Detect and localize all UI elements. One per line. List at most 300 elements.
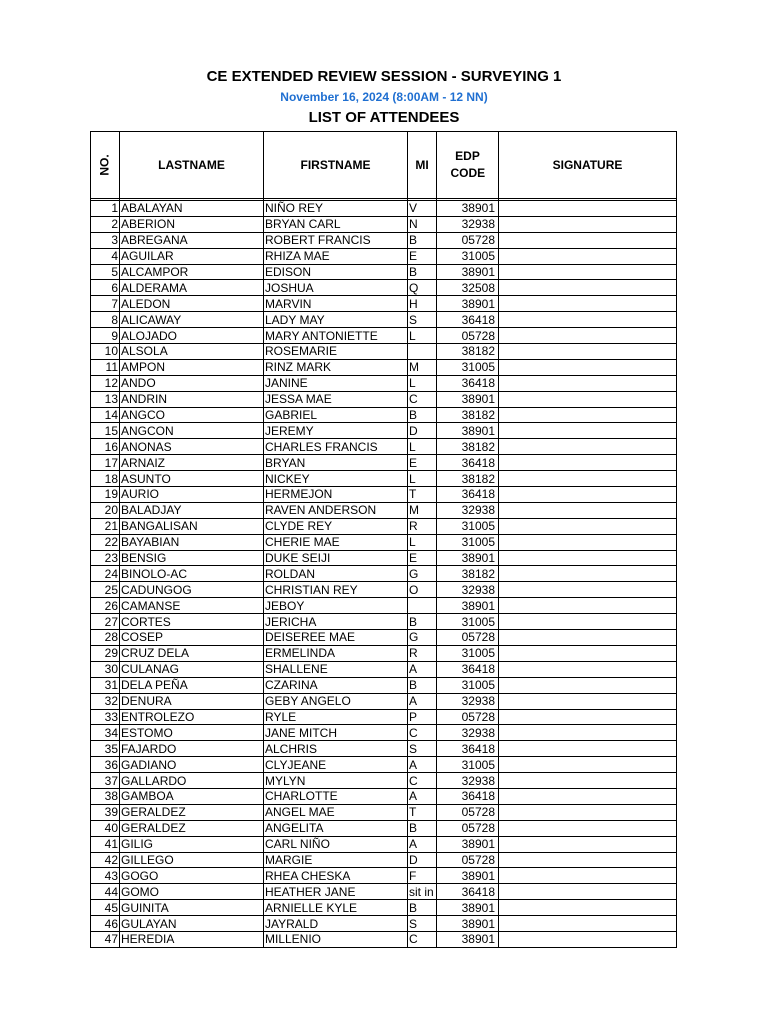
firstname-cell: NIÑO REY	[264, 201, 408, 217]
edp-code-cell: 38901	[437, 201, 499, 217]
row-number-cell: 12	[91, 375, 120, 391]
mi-cell: B	[408, 232, 437, 248]
edp-code-cell: 31005	[437, 614, 499, 630]
table-row	[91, 884, 677, 900]
firstname-cell: JOSHUA	[264, 280, 408, 296]
row-number-cell: 47	[91, 931, 120, 947]
table-row	[91, 518, 677, 534]
row-number-cell: 4	[91, 248, 120, 264]
signature-cell	[499, 820, 677, 836]
row-number-cell: 18	[91, 471, 120, 487]
table-row	[91, 550, 677, 566]
table-header	[91, 132, 677, 199]
row-number-cell: 13	[91, 391, 120, 407]
firstname-cell: ALCHRIS	[264, 741, 408, 757]
mi-cell: A	[408, 661, 437, 677]
mi-cell: D	[408, 852, 437, 868]
lastname-cell: DELA PEÑA	[120, 677, 264, 693]
mi-cell: L	[408, 328, 437, 344]
lastname-cell: ALSOLA	[120, 344, 264, 360]
signature-cell	[499, 677, 677, 693]
table-row	[91, 328, 677, 344]
column-header-signature: SIGNATURE	[499, 132, 677, 199]
row-number-cell: 8	[91, 312, 120, 328]
lastname-cell: GULAYAN	[120, 916, 264, 932]
edp-code-cell: 38901	[437, 296, 499, 312]
lastname-cell: AGUILAR	[120, 248, 264, 264]
firstname-cell: JESSA MAE	[264, 391, 408, 407]
table-row	[91, 359, 677, 375]
edp-code-cell: 31005	[437, 359, 499, 375]
signature-cell	[499, 518, 677, 534]
firstname-cell: MARGIE	[264, 852, 408, 868]
signature-cell	[499, 487, 677, 503]
edp-code-cell: 05728	[437, 804, 499, 820]
edp-code-cell: 38182	[437, 471, 499, 487]
table-row	[91, 677, 677, 693]
signature-cell	[499, 455, 677, 471]
signature-cell	[499, 693, 677, 709]
edp-code-cell: 31005	[437, 677, 499, 693]
mi-cell: C	[408, 725, 437, 741]
signature-cell	[499, 502, 677, 518]
lastname-cell: ALCAMPOR	[120, 264, 264, 280]
edp-code-cell: 38182	[437, 566, 499, 582]
lastname-cell: ANONAS	[120, 439, 264, 455]
signature-cell	[499, 216, 677, 232]
mi-cell: Q	[408, 280, 437, 296]
lastname-cell: ALOJADO	[120, 328, 264, 344]
mi-cell: M	[408, 359, 437, 375]
lastname-cell: BANGALISAN	[120, 518, 264, 534]
lastname-cell: ENTROLEZO	[120, 709, 264, 725]
mi-cell: L	[408, 439, 437, 455]
firstname-cell: DEISEREE MAE	[264, 630, 408, 646]
mi-cell	[408, 344, 437, 360]
row-number-cell: 39	[91, 804, 120, 820]
firstname-cell: HERMEJON	[264, 487, 408, 503]
lastname-cell: COSEP	[120, 630, 264, 646]
firstname-cell: ROBERT FRANCIS	[264, 232, 408, 248]
lastname-cell: BAYABIAN	[120, 534, 264, 550]
table-row	[91, 709, 677, 725]
edp-code-cell: 38182	[437, 344, 499, 360]
signature-cell	[499, 709, 677, 725]
lastname-cell: GADIANO	[120, 757, 264, 773]
firstname-cell: DUKE SEIJI	[264, 550, 408, 566]
firstname-cell: MARY ANTONIETTE	[264, 328, 408, 344]
column-header-mi: MI	[408, 132, 437, 199]
signature-cell	[499, 359, 677, 375]
mi-cell: P	[408, 709, 437, 725]
firstname-cell: RYLE	[264, 709, 408, 725]
table-row	[91, 598, 677, 614]
signature-cell	[499, 407, 677, 423]
edp-code-cell: 36418	[437, 455, 499, 471]
firstname-cell: ANGEL MAE	[264, 804, 408, 820]
signature-cell	[499, 423, 677, 439]
firstname-cell: ROSEMARIE	[264, 344, 408, 360]
firstname-cell: CZARINA	[264, 677, 408, 693]
mi-cell: O	[408, 582, 437, 598]
mi-cell: N	[408, 216, 437, 232]
table-body	[91, 199, 677, 948]
signature-cell	[499, 725, 677, 741]
mi-cell: C	[408, 931, 437, 947]
firstname-cell: GABRIEL	[264, 407, 408, 423]
lastname-cell: GERALDEZ	[120, 804, 264, 820]
lastname-cell: ASUNTO	[120, 471, 264, 487]
lastname-cell: AURIO	[120, 487, 264, 503]
lastname-cell: AMPON	[120, 359, 264, 375]
edp-code-cell: 36418	[437, 884, 499, 900]
edp-code-cell: 36418	[437, 788, 499, 804]
table-row	[91, 423, 677, 439]
signature-cell	[499, 264, 677, 280]
firstname-cell: RINZ MARK	[264, 359, 408, 375]
row-number-cell: 26	[91, 598, 120, 614]
mi-cell: S	[408, 312, 437, 328]
table-row	[91, 312, 677, 328]
table-row	[91, 741, 677, 757]
table-row	[91, 391, 677, 407]
edp-code-cell: 32938	[437, 216, 499, 232]
lastname-cell: ABALAYAN	[120, 201, 264, 217]
mi-cell: G	[408, 566, 437, 582]
table-row	[91, 280, 677, 296]
row-number-cell: 21	[91, 518, 120, 534]
edp-code-cell: 32938	[437, 773, 499, 789]
edp-code-cell: 36418	[437, 375, 499, 391]
firstname-cell: ARNIELLE KYLE	[264, 900, 408, 916]
edp-code-cell: 36418	[437, 312, 499, 328]
row-number-cell: 10	[91, 344, 120, 360]
signature-cell	[499, 391, 677, 407]
table-row	[91, 455, 677, 471]
lastname-cell: GOGO	[120, 868, 264, 884]
lastname-cell: GILIG	[120, 836, 264, 852]
lastname-cell: ANDRIN	[120, 391, 264, 407]
row-number-cell: 9	[91, 328, 120, 344]
signature-cell	[499, 645, 677, 661]
signature-cell	[499, 550, 677, 566]
mi-cell: sit in	[408, 884, 437, 900]
table-row	[91, 820, 677, 836]
edp-code-cell: 38182	[437, 407, 499, 423]
signature-cell	[499, 344, 677, 360]
table-row	[91, 232, 677, 248]
lastname-cell: GUINITA	[120, 900, 264, 916]
row-number-cell: 15	[91, 423, 120, 439]
firstname-cell: ANGELITA	[264, 820, 408, 836]
signature-cell	[499, 312, 677, 328]
lastname-cell: ALEDON	[120, 296, 264, 312]
lastname-cell: ALDERAMA	[120, 280, 264, 296]
firstname-cell: ERMELINDA	[264, 645, 408, 661]
lastname-cell: BALADJAY	[120, 502, 264, 518]
row-number-cell: 25	[91, 582, 120, 598]
row-number-cell: 27	[91, 614, 120, 630]
mi-cell: E	[408, 248, 437, 264]
lastname-cell: GILLEGO	[120, 852, 264, 868]
edp-code-cell: 36418	[437, 741, 499, 757]
lastname-cell: BINOLO-AC	[120, 566, 264, 582]
edp-code-cell: 38182	[437, 439, 499, 455]
firstname-cell: MYLYN	[264, 773, 408, 789]
signature-cell	[499, 248, 677, 264]
row-number-cell: 43	[91, 868, 120, 884]
table-row	[91, 900, 677, 916]
mi-cell: T	[408, 487, 437, 503]
row-number-cell: 42	[91, 852, 120, 868]
firstname-cell: CHRISTIAN REY	[264, 582, 408, 598]
firstname-cell: CLYJEANE	[264, 757, 408, 773]
signature-cell	[499, 868, 677, 884]
list-title: LIST OF ATTENDEES	[308, 109, 460, 126]
row-number-cell: 14	[91, 407, 120, 423]
row-number-cell: 46	[91, 916, 120, 932]
mi-cell: L	[408, 534, 437, 550]
edp-code-cell: 31005	[437, 534, 499, 550]
edp-code-cell: 05728	[437, 232, 499, 248]
mi-cell: B	[408, 900, 437, 916]
firstname-cell: CARL NIÑO	[264, 836, 408, 852]
mi-cell: A	[408, 788, 437, 804]
lastname-cell: ALICAWAY	[120, 312, 264, 328]
edp-code-cell: 38901	[437, 391, 499, 407]
mi-cell: B	[408, 677, 437, 693]
row-number-cell: 22	[91, 534, 120, 550]
edp-code-cell: 38901	[437, 916, 499, 932]
signature-cell	[499, 884, 677, 900]
lastname-cell: BENSIG	[120, 550, 264, 566]
signature-cell	[499, 788, 677, 804]
row-number-cell: 11	[91, 359, 120, 375]
table-row	[91, 788, 677, 804]
signature-cell	[499, 534, 677, 550]
edp-code-cell: 05728	[437, 820, 499, 836]
column-header-firstname: FIRSTNAME	[264, 132, 408, 199]
firstname-cell: RAVEN ANDERSON	[264, 502, 408, 518]
edp-code-cell: 31005	[437, 757, 499, 773]
firstname-cell: CLYDE REY	[264, 518, 408, 534]
signature-cell	[499, 439, 677, 455]
table-row	[91, 645, 677, 661]
row-number-cell: 24	[91, 566, 120, 582]
table-row	[91, 487, 677, 503]
mi-cell: E	[408, 550, 437, 566]
row-number-cell: 34	[91, 725, 120, 741]
row-number-cell: 31	[91, 677, 120, 693]
mi-cell: S	[408, 916, 437, 932]
lastname-cell: ANGCO	[120, 407, 264, 423]
row-number-cell: 32	[91, 693, 120, 709]
mi-cell: G	[408, 630, 437, 646]
lastname-cell: CORTES	[120, 614, 264, 630]
firstname-cell: GEBY ANGELO	[264, 693, 408, 709]
mi-cell: D	[408, 423, 437, 439]
mi-cell: F	[408, 868, 437, 884]
mi-cell: A	[408, 836, 437, 852]
signature-cell	[499, 566, 677, 582]
edp-code-cell: 32938	[437, 725, 499, 741]
mi-cell: V	[408, 201, 437, 217]
mi-cell: B	[408, 407, 437, 423]
signature-cell	[499, 598, 677, 614]
mi-cell: A	[408, 693, 437, 709]
mi-cell: R	[408, 518, 437, 534]
edp-code-cell: 31005	[437, 518, 499, 534]
table-row	[91, 216, 677, 232]
edp-code-cell: 31005	[437, 645, 499, 661]
firstname-cell: CHARLOTTE	[264, 788, 408, 804]
edp-code-cell: 32508	[437, 280, 499, 296]
table-row	[91, 582, 677, 598]
table-row	[91, 614, 677, 630]
firstname-cell: SHALLENE	[264, 661, 408, 677]
signature-cell	[499, 836, 677, 852]
row-number-cell: 19	[91, 487, 120, 503]
signature-cell	[499, 773, 677, 789]
signature-cell	[499, 328, 677, 344]
signature-cell	[499, 375, 677, 391]
table-row	[91, 773, 677, 789]
signature-cell	[499, 582, 677, 598]
firstname-cell: BRYAN	[264, 455, 408, 471]
edp-code-cell: 38901	[437, 598, 499, 614]
mi-cell: H	[408, 296, 437, 312]
table-row	[91, 407, 677, 423]
signature-cell	[499, 804, 677, 820]
signature-cell	[499, 630, 677, 646]
table-row	[91, 296, 677, 312]
edp-code-cell: 36418	[437, 661, 499, 677]
mi-cell: R	[408, 645, 437, 661]
table-row	[91, 201, 677, 217]
table-row	[91, 916, 677, 932]
table-row	[91, 502, 677, 518]
edp-code-cell: 05728	[437, 852, 499, 868]
signature-cell	[499, 296, 677, 312]
signature-cell	[499, 741, 677, 757]
firstname-cell: ROLDAN	[264, 566, 408, 582]
row-number-cell: 6	[91, 280, 120, 296]
firstname-cell: MARVIN	[264, 296, 408, 312]
edp-code-cell: 38901	[437, 264, 499, 280]
table-row	[91, 630, 677, 646]
row-number-cell: 33	[91, 709, 120, 725]
row-number-cell: 45	[91, 900, 120, 916]
row-number-cell: 5	[91, 264, 120, 280]
edp-code-cell: 32938	[437, 502, 499, 518]
firstname-cell: CHERIE MAE	[264, 534, 408, 550]
signature-cell	[499, 280, 677, 296]
signature-cell	[499, 900, 677, 916]
row-number-cell: 37	[91, 773, 120, 789]
mi-cell: B	[408, 264, 437, 280]
edp-code-cell: 32938	[437, 693, 499, 709]
mi-cell: E	[408, 455, 437, 471]
lastname-cell: HEREDIA	[120, 931, 264, 947]
firstname-cell: RHEA CHESKA	[264, 868, 408, 884]
row-number-cell: 44	[91, 884, 120, 900]
table-row	[91, 534, 677, 550]
row-number-cell: 36	[91, 757, 120, 773]
signature-cell	[499, 232, 677, 248]
firstname-cell: BRYAN CARL	[264, 216, 408, 232]
row-number-cell: 17	[91, 455, 120, 471]
firstname-cell: NICKEY	[264, 471, 408, 487]
mi-cell: L	[408, 471, 437, 487]
lastname-cell: GAMBOA	[120, 788, 264, 804]
edp-code-cell: 38901	[437, 836, 499, 852]
table-row	[91, 439, 677, 455]
edp-code-cell: 36418	[437, 487, 499, 503]
firstname-cell: LADY MAY	[264, 312, 408, 328]
edp-code-cell: 38901	[437, 931, 499, 947]
signature-cell	[499, 916, 677, 932]
lastname-cell: ABERION	[120, 216, 264, 232]
lastname-cell: ESTOMO	[120, 725, 264, 741]
lastname-cell: FAJARDO	[120, 741, 264, 757]
signature-cell	[499, 931, 677, 947]
firstname-cell: JERICHA	[264, 614, 408, 630]
table-row	[91, 661, 677, 677]
signature-cell	[499, 852, 677, 868]
row-number-cell: 40	[91, 820, 120, 836]
signature-cell	[499, 201, 677, 217]
mi-cell	[408, 598, 437, 614]
lastname-cell: ABREGANA	[120, 232, 264, 248]
row-number-cell: 30	[91, 661, 120, 677]
table-row	[91, 264, 677, 280]
table-row	[91, 725, 677, 741]
row-number-cell: 16	[91, 439, 120, 455]
row-number-cell: 41	[91, 836, 120, 852]
firstname-cell: JANINE	[264, 375, 408, 391]
table-row	[91, 693, 677, 709]
edp-code-cell: 38901	[437, 423, 499, 439]
edp-code-cell: 31005	[437, 248, 499, 264]
column-header-no: NO.	[91, 132, 120, 199]
firstname-cell: JEREMY	[264, 423, 408, 439]
row-number-cell: 3	[91, 232, 120, 248]
firstname-cell: MILLENIO	[264, 931, 408, 947]
edp-code-cell: 05728	[437, 630, 499, 646]
firstname-cell: JAYRALD	[264, 916, 408, 932]
row-number-cell: 1	[91, 201, 120, 217]
table-row	[91, 868, 677, 884]
row-number-cell: 7	[91, 296, 120, 312]
firstname-cell: RHIZA MAE	[264, 248, 408, 264]
mi-cell: S	[408, 741, 437, 757]
row-number-cell: 29	[91, 645, 120, 661]
lastname-cell: DENURA	[120, 693, 264, 709]
attendees-table	[90, 131, 677, 948]
lastname-cell: ANGCON	[120, 423, 264, 439]
edp-code-cell: 38901	[437, 868, 499, 884]
lastname-cell: CADUNGOG	[120, 582, 264, 598]
signature-cell	[499, 471, 677, 487]
lastname-cell: GOMO	[120, 884, 264, 900]
column-header-edp-code: EDP CODE	[437, 132, 499, 199]
row-number-cell: 2	[91, 216, 120, 232]
row-number-cell: 28	[91, 630, 120, 646]
edp-code-cell: 32938	[437, 582, 499, 598]
firstname-cell: JEBOY	[264, 598, 408, 614]
lastname-cell: CAMANSE	[120, 598, 264, 614]
lastname-cell: CRUZ DELA	[120, 645, 264, 661]
